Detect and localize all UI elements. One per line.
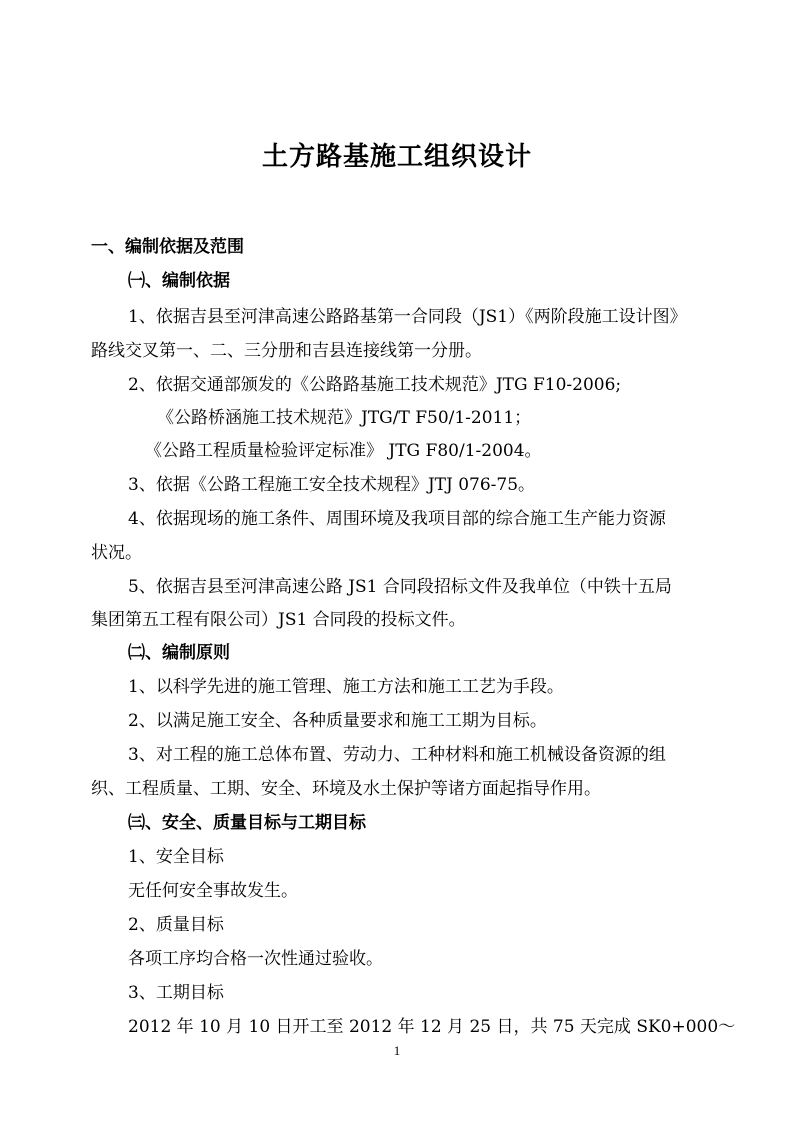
paragraph-line: 路线交叉第一、二、三分册和吉县连接线第一分册。 <box>91 341 482 361</box>
goal-label: 3、工期目标 <box>128 983 224 1003</box>
paragraph-line: 4、依据现场的施工条件、周围环境及我项目部的综合施工生产能力资源 <box>128 509 666 529</box>
paragraph-line: 5、依据吉县至河津高速公路 JS1 合同段招标文件及我单位（中铁十五局 <box>128 577 672 597</box>
subsection-heading: ㈠、编制依据 <box>128 271 230 291</box>
paragraph-line: 《公路工程质量检验评定标准》 JTG F80/1-2004。 <box>145 441 542 461</box>
goal-text: 无任何安全事故发生。 <box>128 881 298 901</box>
paragraph-line: 1、依据吉县至河津高速公路路基第一合同段（JS1）《两阶段施工设计图》 <box>128 307 687 327</box>
goal-label: 2、质量目标 <box>128 915 224 935</box>
paragraph-line: 织、工程质量、工期、安全、环境及水土保护等诸方面起指导作用。 <box>91 779 601 799</box>
goal-text: 各项工序均合格一次性通过验收。 <box>128 949 383 969</box>
paragraph-line: 1、以科学先进的施工管理、施工方法和施工工艺为手段。 <box>128 677 564 697</box>
goal-label: 1、安全目标 <box>128 847 224 867</box>
subsection-heading: ㈡、编制原则 <box>128 643 230 663</box>
paragraph-line: 集团第五工程有限公司）JS1 合同段的投标文件。 <box>91 610 466 630</box>
paragraph-line: 《公路桥涵施工技术规范》JTG/T F50/1-2011； <box>157 408 532 428</box>
section-heading: 一、编制依据及范围 <box>91 237 244 257</box>
paragraph-line: 2、以满足施工安全、各种质量要求和施工工期为目标。 <box>128 711 547 731</box>
paragraph-line: 3、对工程的施工总体布置、劳动力、工种材料和施工机械设备资源的组 <box>128 745 666 765</box>
paragraph-line: 3、依据《公路工程施工安全技术规程》JTJ 076-75。 <box>128 475 536 495</box>
paragraph-line: 2、依据交通部颁发的《公路路基施工技术规范》JTG F10-2006; <box>128 375 622 395</box>
document-title: 土方路基施工组织设计 <box>261 142 532 172</box>
goal-text: 2012 年 10 月 10 日开工至 2012 年 12 月 25 日，共 75 天完成 SK0+000～ <box>128 1017 736 1037</box>
paragraph-line: 状况。 <box>91 543 142 563</box>
subsection-heading: ㈢、安全、质量目标与工期目标 <box>128 813 366 833</box>
page-number: 1 <box>393 1043 401 1058</box>
